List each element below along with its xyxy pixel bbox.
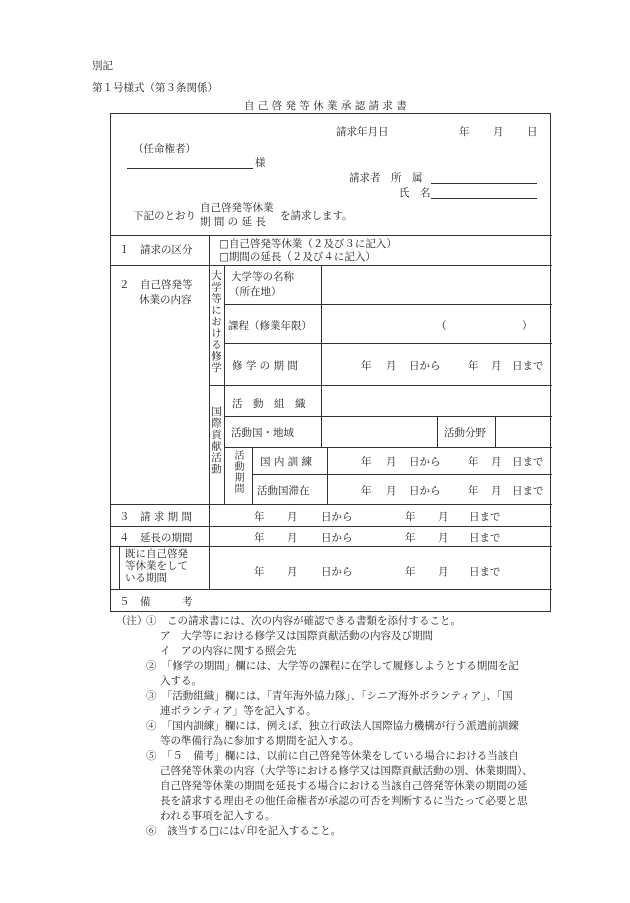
divider xyxy=(252,474,552,475)
section-4-label: ４ 延長の期間 xyxy=(119,532,193,544)
date-month: 月 xyxy=(386,456,397,468)
date-year: 年 xyxy=(405,511,416,523)
section-5-label: ５ 備 考 xyxy=(119,596,193,608)
section-3-label: ３ 請 求 期 間 xyxy=(119,511,193,523)
honorific: 様 xyxy=(255,157,266,169)
divider xyxy=(252,447,253,504)
course-label: 課程（修業年限） xyxy=(228,320,312,332)
divider xyxy=(119,546,120,589)
date-year: 年 xyxy=(468,360,479,372)
note-4-cont: 等の準備行為に参加する期間を記入する。 xyxy=(160,735,360,747)
page-title: 自 己 啓 発 等 休 業 承 認 請 求 書 xyxy=(244,100,407,112)
note-1a: ア 大学等における修学又は国際貢献活動の内容及び期間 xyxy=(160,630,433,642)
divider xyxy=(224,416,552,417)
date-month: 月 xyxy=(491,485,502,497)
date-year: 年 xyxy=(468,456,479,468)
divider xyxy=(111,589,552,590)
intro-option-1: 自己啓発等休業 xyxy=(200,202,274,214)
appointer-underline[interactable] xyxy=(127,168,253,169)
requester-label: 請求者 xyxy=(349,172,381,184)
note-5-cont: 自己啓発等休業の期間を延長する場合における当該自己啓発等休業の期間の延 xyxy=(160,780,528,792)
date-year: 年 xyxy=(254,566,265,578)
date-from: 日から xyxy=(409,456,441,468)
date-month: 月 xyxy=(438,532,449,544)
existing-leave-label-1: 既に自己啓発 xyxy=(125,548,188,560)
date-year: 年 xyxy=(254,532,265,544)
appendix-label: 別記 xyxy=(92,60,113,72)
study-group-label: 大学等における修学 xyxy=(210,270,222,374)
divider xyxy=(224,304,552,305)
section-2-label: ２ 自己啓発等 xyxy=(119,279,193,291)
date-year: 年 xyxy=(361,360,372,372)
divider xyxy=(111,526,552,527)
date-until: 日まで xyxy=(512,456,544,468)
request-type-option-extension[interactable]: □期間の延長（２及び４に記入） xyxy=(219,251,376,263)
divider xyxy=(437,416,438,447)
divider xyxy=(224,265,225,504)
divider xyxy=(495,416,496,447)
appointer-label: （任命権者） xyxy=(133,143,196,155)
date-until: 日まで xyxy=(469,532,501,544)
existing-leave-label-3: いる期間 xyxy=(125,572,167,584)
date-from: 日から xyxy=(321,532,353,544)
date-until: 日まで xyxy=(469,511,501,523)
section-1-label: １ 請求の区分 xyxy=(119,244,193,256)
date-until: 日まで xyxy=(512,360,544,372)
section-2-label-2: 休業の内容 xyxy=(139,294,192,306)
date-from: 日から xyxy=(409,485,441,497)
course-paren-close: ） xyxy=(522,320,533,332)
date-month: 月 xyxy=(386,360,397,372)
note-1: ① この請求書には、次の内容が確認できる書類を添付すること。 xyxy=(146,615,461,627)
date-from: 日から xyxy=(409,360,441,372)
note-3-cont: 連ボランティア」等を記入する。 xyxy=(160,705,317,717)
date-month: 月 xyxy=(491,360,502,372)
date-month: 月 xyxy=(438,511,449,523)
request-form xyxy=(110,113,551,612)
divider xyxy=(321,265,322,416)
univ-name-label: 大学等の名称 xyxy=(231,271,294,283)
date-day: 日 xyxy=(527,126,538,138)
date-month: 月 xyxy=(493,126,504,138)
date-month: 月 xyxy=(386,485,397,497)
contrib-group-label: 国際貢献活動 xyxy=(210,406,222,475)
date-year: 年 xyxy=(405,566,416,578)
divider xyxy=(321,416,322,447)
divider xyxy=(119,546,209,547)
date-year: 年 xyxy=(361,485,372,497)
note-6: ⑥ 該当する□には✓印を記入すること。 xyxy=(146,825,342,837)
date-until: 日まで xyxy=(512,485,544,497)
abroad-stay-label: 活動国滞在 xyxy=(257,485,310,497)
date-month: 月 xyxy=(287,511,298,523)
name-label: 氏 名 xyxy=(399,187,431,199)
note-3: ③ 「活動組織」欄には、「青年海外協力隊」、「シニア海外ボランティア」、「国 xyxy=(146,690,513,702)
country-label: 活動国・地域 xyxy=(231,427,294,439)
note-5-cont: われる事項を記入する。 xyxy=(160,810,276,822)
date-year: 年 xyxy=(361,456,372,468)
note-4: ④ 「国内訓練」欄には、例えば、独立行政法人国際協力機構が行う派遣前訓練 xyxy=(146,720,519,732)
intro-option-2: 期 間 の 延 長 xyxy=(200,216,266,228)
divider xyxy=(224,447,552,448)
note-2: ② 「修学の期間」欄には、大学等の課程に在学して履修しようとする期間を記 xyxy=(146,660,519,672)
univ-location-label: （所在地） xyxy=(229,286,282,298)
date-month: 月 xyxy=(287,532,298,544)
date-year: 年 xyxy=(405,532,416,544)
intro-suffix: を請求します。 xyxy=(280,210,353,222)
divider xyxy=(111,265,552,266)
org-label: 活 動 組 織 xyxy=(232,398,306,410)
divider xyxy=(209,385,552,386)
date-year: 年 xyxy=(459,126,470,138)
date-from: 日から xyxy=(321,511,353,523)
divider xyxy=(224,343,552,344)
note-5: ⑤ 「５ 備考」欄には、以前に自己啓発等休業をしている場合における当該自 xyxy=(146,750,519,762)
note-1b: イ アの内容に関する照会先 xyxy=(160,645,297,657)
study-period-label: 修 学 の 期 間 xyxy=(232,360,298,372)
intro-prefix: 下記のとおり xyxy=(133,210,196,222)
domestic-training-label: 国 内 訓 練 xyxy=(260,456,313,468)
course-paren-open: （ xyxy=(436,320,447,332)
date-from: 日から xyxy=(321,566,353,578)
affiliation-label: 所 属 xyxy=(391,172,423,184)
existing-leave-label-2: 等休業をして xyxy=(125,560,188,572)
note-2-cont: 入する。 xyxy=(160,675,202,687)
activity-period-label: 活動期間 xyxy=(232,450,243,494)
notes-lead: （注） xyxy=(116,615,148,627)
divider xyxy=(111,504,552,505)
note-5-cont: 長を請求する理由その他任命権者が承認の可否を判断するに当たって必要と思 xyxy=(160,795,528,807)
date-month: 月 xyxy=(287,566,298,578)
date-year: 年 xyxy=(254,511,265,523)
request-type-option-leave[interactable]: □自己啓発等休業（２及び３に記入） xyxy=(219,238,397,250)
date-year: 年 xyxy=(468,485,479,497)
field-label: 活動分野 xyxy=(444,427,486,439)
form-number: 第１号様式（第３条関係） xyxy=(92,82,218,94)
request-date-label: 請求年月日 xyxy=(336,126,389,138)
date-until: 日まで xyxy=(469,566,501,578)
divider xyxy=(327,447,328,504)
affiliation-underline[interactable] xyxy=(431,183,537,184)
name-underline[interactable] xyxy=(431,198,537,199)
note-5-cont: 己啓発等休業の内容（大学等における修学又は国際貢献活動の別、休業期間）、 xyxy=(160,765,533,777)
date-month: 月 xyxy=(438,566,449,578)
date-month: 月 xyxy=(491,456,502,468)
